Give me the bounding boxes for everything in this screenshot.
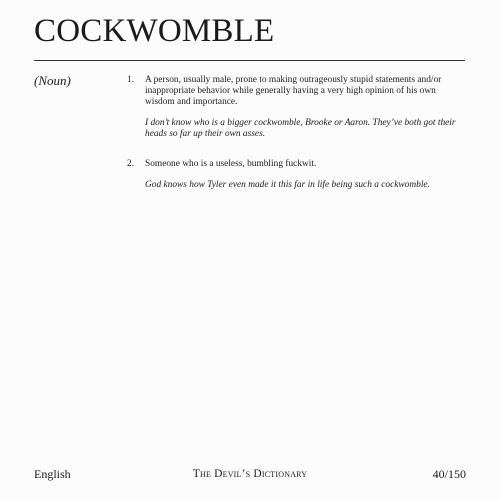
header-divider — [34, 60, 465, 61]
part-of-speech: (Noun) — [34, 73, 71, 88]
footer-language: English — [34, 467, 71, 481]
definition-number: 1. — [127, 75, 135, 85]
definition-number: 2. — [127, 159, 135, 169]
footer-book-title: The Devil’s Dictionary — [192, 468, 308, 480]
headword: COCKWOMBLE — [34, 13, 275, 49]
usage-example: I don’t know who is a bigger cockwomble, Brooke or Aaron. They’ve both got their heads so far up their own asses. — [145, 118, 456, 139]
definition-text: Someone who is a useless, bumbling fuckwit. — [145, 159, 317, 169]
footer-page-number: 40/150 — [432, 467, 466, 481]
definitions-list — [127, 75, 467, 191]
definition-item — [127, 159, 467, 191]
usage-example: God knows how Tyler even made it this far in life being such a cockwomble. — [145, 180, 430, 190]
definition-item — [127, 75, 467, 140]
definition-text: A person, usually male, prone to making outrageously stupid statements and/or inappropriate behavior while generally having a very high opinion of his own wisdom and importance. — [145, 75, 442, 107]
